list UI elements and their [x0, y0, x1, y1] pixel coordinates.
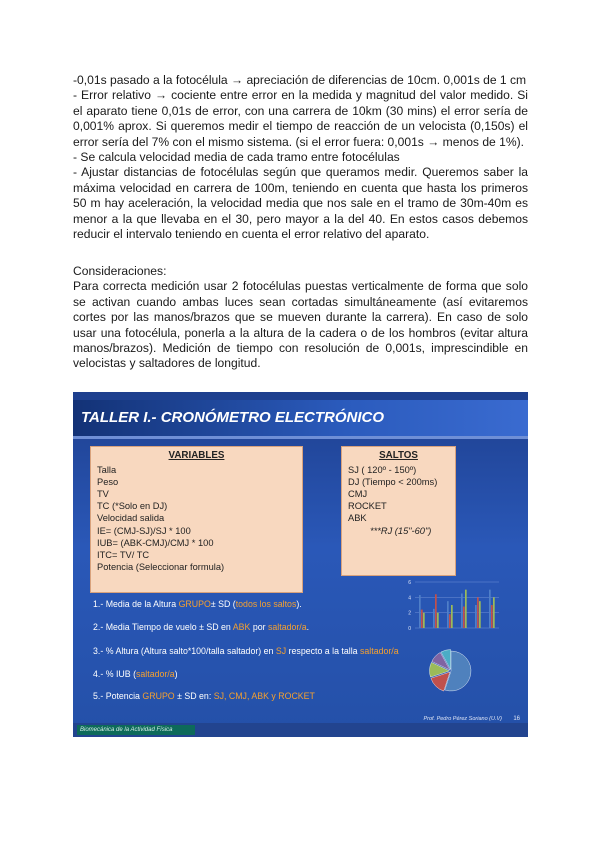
bar — [489, 590, 491, 628]
text-relative-error: - Error relativo → cociente entre error en la medida y magnitud del valor medido. Si el aparato tiene 0,01s de error, con una carrera de 10km (30 mins) el error sería de 0,001% aprox. Si queremos medir el tiempo de reacción de un velocista (0,150s) el error sería del 7% con el mismo sistema. (si el error fuera: 0,001s → menos de 1%). — [73, 88, 528, 149]
title-divider — [73, 436, 528, 439]
bar — [479, 601, 481, 628]
salto-item: SJ ( 120º - 150º) — [348, 465, 417, 476]
bar — [493, 597, 495, 628]
variable-item: IUB= (ABK-CMJ)/CMJ * 100 — [97, 537, 214, 548]
task-text: 2.- Media Tiempo de vuelo ± SD en — [93, 622, 233, 632]
bar — [421, 610, 423, 628]
bar — [419, 595, 421, 628]
task-item-5 — [93, 691, 315, 701]
variable-item: IE= (CMJ-SJ)/SJ * 100 — [97, 525, 191, 536]
bar — [491, 605, 493, 628]
bar — [475, 605, 477, 628]
variables-heading: VARIABLES — [168, 450, 225, 461]
bar — [477, 597, 479, 628]
considerations-section — [73, 264, 528, 372]
bar — [463, 607, 465, 628]
variable-item: Potencia (Seleccionar formula) — [97, 561, 225, 572]
task-item-1 — [93, 599, 302, 609]
bar — [461, 594, 463, 629]
bar-chart — [401, 578, 501, 636]
variable-item: Peso — [97, 477, 119, 488]
variables-box — [90, 446, 303, 593]
task-text: ). — [296, 599, 302, 609]
y-tick-label: 0 — [408, 626, 411, 632]
variable-item: ITC= TV/ TC — [97, 549, 150, 560]
slide-title: TALLER I.- CRONÓMETRO ELECTRÓNICO — [73, 400, 528, 436]
text-adjust-distances: - Ajustar distancias de fotocélulas según que queramos medir. Queremos saber la máxima velocidad en carrera de 100m, teniendo en cuenta que hasta los primeros 50 m hay aceleración, la velocidad media que nos sale en el tramo de 30m-40m es menor a la que llevaba en el 30, pero mayor a la del 40. En estos casos debemos reducir el intervalo teniendo en cuenta el error relativo del aparato. — [73, 165, 528, 242]
task-text: por — [250, 622, 269, 632]
task-text: 1.- Media de la Altura — [93, 599, 179, 609]
bar — [449, 614, 451, 628]
task-highlight: GRUPO — [142, 691, 175, 701]
task-text: ± SD en: — [174, 691, 214, 701]
task-highlight: todos los saltos — [235, 599, 297, 609]
salto-item: CMJ — [348, 489, 368, 500]
salto-item-rj: ***RJ (15"-60") — [370, 525, 432, 536]
footer-author: Prof. Pedro Pérez Soriano (U.V) — [423, 716, 502, 722]
variable-item: TV — [97, 489, 109, 500]
task-item-2 — [93, 622, 309, 632]
y-tick-label: 4 — [408, 595, 411, 602]
considerations-title: Consideraciones: — [73, 264, 167, 278]
y-tick-label: 6 — [408, 580, 411, 586]
considerations-body: Para correcta medición usar 2 fotocélulas puestas verticalmente de forma que solo se activan cuando ambas luces sean cortadas simultáneamente (así evitaremos cortes por las manos/brazos que se mueven durante la carrera). En caso de solo usar una fotocélula, ponerla a la altura de la cadera o de los hombros (evitar altura manos/brazos). Medición de tiempo con resolución de 0,001s, imprescindible en velocistas y saltadores de longitud. — [73, 279, 528, 371]
task-text: . — [306, 622, 310, 632]
bar — [423, 613, 425, 628]
salto-item: ABK — [348, 513, 367, 524]
slide-image — [73, 392, 528, 737]
footer-course: Biomecánica de la Actividad Física — [77, 725, 195, 735]
task-text: 4.- % IUB ( — [93, 669, 137, 679]
variable-item: TC (*Solo en DJ) — [97, 501, 168, 512]
salto-item: ROCKET — [348, 501, 387, 512]
bar — [465, 590, 467, 628]
task-text: ) — [174, 669, 178, 679]
task-highlight: saltador/a — [136, 669, 175, 679]
text-average-speed: - Se calcula velocidad media de cada tramo entre fotocélulas — [73, 150, 400, 165]
variable-item: Talla — [97, 465, 117, 476]
intro-text — [73, 73, 528, 242]
text-line-photocell: -0,01s pasado a la fotocélula → apreciación de diferencias de 10cm. 0,001s de 1 cm — [73, 73, 527, 87]
saltos-heading: SALTOS — [379, 450, 418, 461]
bar — [433, 609, 435, 628]
task-highlight: SJ, CMJ, ABK y ROCKET — [213, 691, 315, 701]
task-text: respecto a la talla — [286, 646, 360, 656]
task-text: ± SD ( — [210, 599, 236, 609]
task-highlight: ABK — [232, 622, 251, 632]
bar — [447, 601, 449, 628]
task-highlight: saltador/a — [268, 622, 307, 632]
bar — [435, 594, 437, 628]
task-highlight: saltador/a — [360, 646, 399, 656]
salto-item: DJ (Tiempo < 200ms) — [348, 477, 438, 488]
saltos-box — [341, 446, 456, 576]
task-item-4 — [93, 669, 178, 679]
bar — [437, 613, 439, 628]
task-highlight: SJ — [275, 646, 287, 656]
slide-number: 16 — [513, 716, 520, 722]
task-item-3 — [93, 646, 399, 656]
task-text: 3.- % Altura (Altura salto*100/talla saltador) en — [93, 646, 276, 656]
pie-chart — [428, 648, 474, 694]
bar — [451, 605, 453, 628]
variable-item: Velocidad salida — [97, 513, 165, 524]
task-text: 5.- Potencia — [93, 691, 143, 701]
y-tick-label: 2 — [408, 610, 411, 617]
task-highlight: GRUPO — [178, 599, 211, 609]
